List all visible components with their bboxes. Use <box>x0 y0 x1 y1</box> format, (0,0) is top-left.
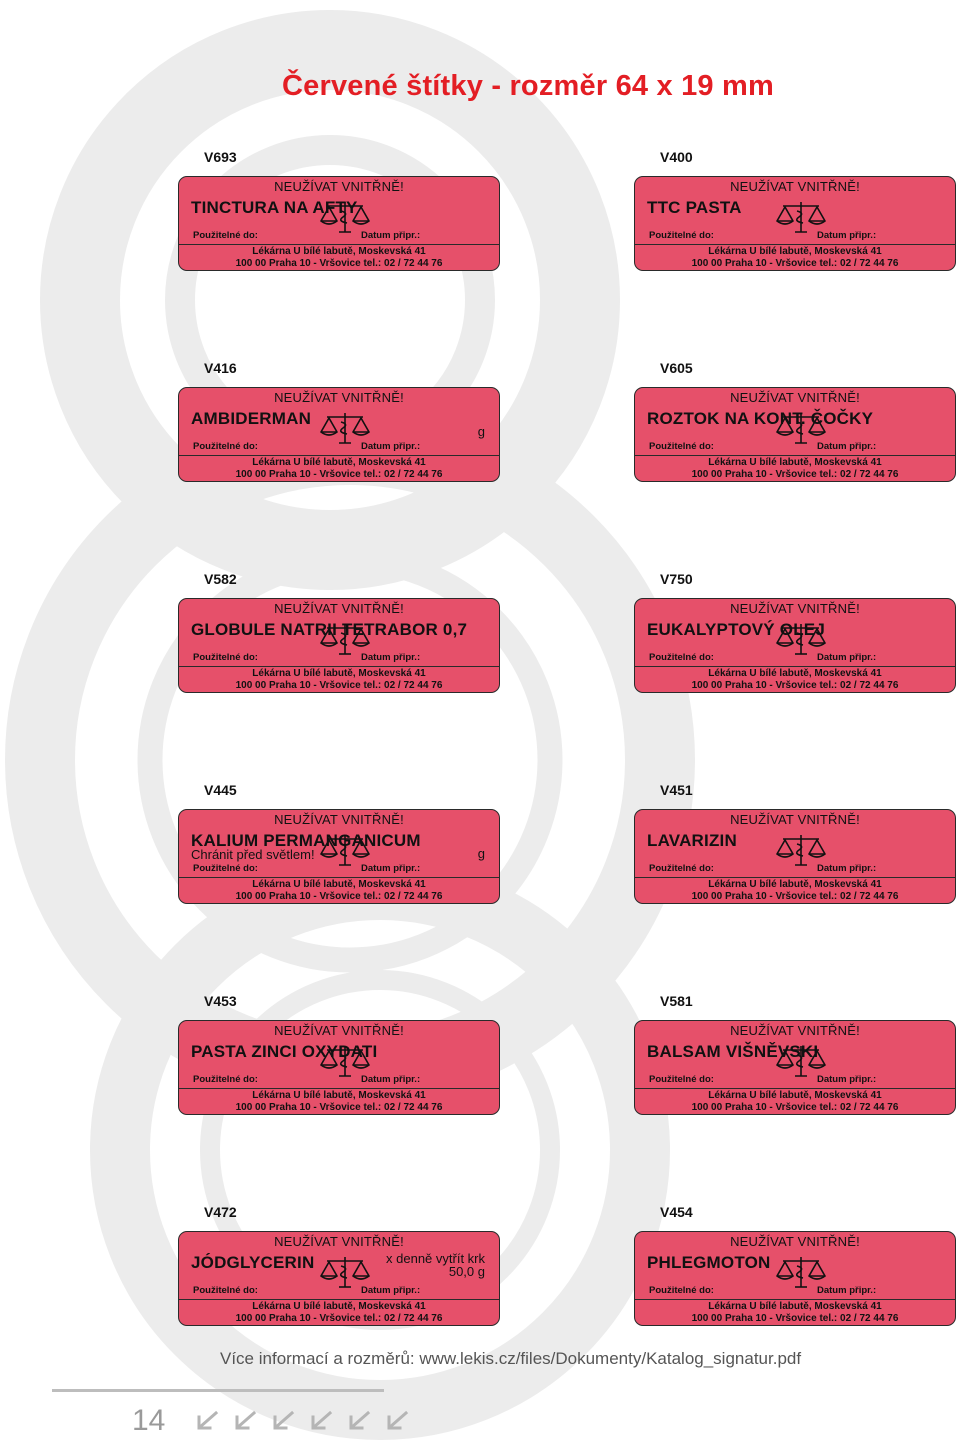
label-warning: NEUŽÍVAT VNITŘNĚ! <box>730 812 860 827</box>
label-fields-row <box>635 441 955 456</box>
label-field-expiry: Použitelné do: <box>193 230 258 241</box>
label-code: V693 <box>204 149 237 165</box>
label-warning: NEUŽÍVAT VNITŘNĚ! <box>730 601 860 616</box>
label-product-name: TTC PASTA <box>647 198 742 217</box>
label-address <box>635 879 955 903</box>
footer-note: Více informací a rozměrů: www.lekis.cz/files/Dokumenty/Katalog_signatur.pdf <box>220 1349 802 1368</box>
label-warning: NEUŽÍVAT VNITŘNĚ! <box>730 1023 860 1038</box>
label-warning: NEUŽÍVAT VNITŘNĚ! <box>274 1023 404 1038</box>
label-address-line2: 100 00 Praha 10 - Vršovice tel.: 02 / 72 44 76 <box>691 1313 899 1324</box>
label-code: V453 <box>204 993 237 1009</box>
label-address <box>179 1301 499 1325</box>
label-warning: NEUŽÍVAT VNITŘNĚ! <box>730 390 860 405</box>
label-field-expiry: Použitelné do: <box>649 652 714 663</box>
page-title: Červené štítky - rozměr 64 x 19 mm <box>282 70 774 102</box>
label-code: V416 <box>204 360 237 376</box>
label-fields-row <box>635 863 955 878</box>
decorative-arrows <box>194 1410 412 1432</box>
label-fields-row <box>179 863 499 878</box>
label-warning: NEUŽÍVAT VNITŘNĚ! <box>274 179 404 194</box>
label-code: V581 <box>660 993 693 1009</box>
label-product-name: KALIUM PERMANGANICUM <box>191 831 421 850</box>
label-address-line1: Lékárna U bílé labutě, Moskevská 41 <box>252 246 426 257</box>
label-fields-row <box>635 1285 955 1300</box>
label-field-prepared: Datum připr.: <box>361 652 421 663</box>
label-field-prepared: Datum připr.: <box>817 1285 877 1296</box>
label-field-prepared: Datum připr.: <box>361 230 421 241</box>
label-address-line2: 100 00 Praha 10 - Vršovice tel.: 02 / 72 44 76 <box>691 469 899 480</box>
pharmacy-label <box>178 1231 500 1326</box>
label-field-expiry: Použitelné do: <box>193 441 258 452</box>
label-note: Chránit před světlem! <box>191 847 315 862</box>
label-warning: NEUŽÍVAT VNITŘNĚ! <box>274 1234 404 1249</box>
arrow-down-left-icon <box>232 1410 260 1432</box>
label-field-prepared: Datum připr.: <box>361 863 421 874</box>
label-product-name: TINCTURA NA AFTY <box>191 198 358 217</box>
pharmacy-label <box>634 176 956 271</box>
label-fields-row <box>179 1285 499 1300</box>
arrow-down-left-icon <box>384 1410 412 1432</box>
label-address-line1: Lékárna U bílé labutě, Moskevská 41 <box>708 457 882 468</box>
label-product-name: LAVARIZIN <box>647 831 737 850</box>
label-address-line1: Lékárna U bílé labutě, Moskevská 41 <box>708 668 882 679</box>
label-product-name: BALSAM VIŠNĚVSKI <box>647 1042 819 1061</box>
label-field-expiry: Použitelné do: <box>649 230 714 241</box>
label-product-name: EUKALYPTOVÝ OLEJ <box>647 620 825 639</box>
label-fields-row <box>635 230 955 245</box>
label-address-line2: 100 00 Praha 10 - Vršovice tel.: 02 / 72 44 76 <box>691 891 899 902</box>
label-field-prepared: Datum připr.: <box>361 1285 421 1296</box>
label-address-line2: 100 00 Praha 10 - Vršovice tel.: 02 / 72 44 76 <box>691 680 899 691</box>
label-side-text: g <box>477 846 485 861</box>
label-address <box>179 1090 499 1114</box>
label-address-line2: 100 00 Praha 10 - Vršovice tel.: 02 / 72 44 76 <box>691 258 899 269</box>
label-address-line1: Lékárna U bílé labutě, Moskevská 41 <box>708 879 882 890</box>
label-address <box>635 457 955 481</box>
label-address-line2: 100 00 Praha 10 - Vršovice tel.: 02 / 72 44 76 <box>235 258 443 269</box>
label-code: V451 <box>660 782 693 798</box>
label-warning: NEUŽÍVAT VNITŘNĚ! <box>730 1234 860 1249</box>
label-address-line1: Lékárna U bílé labutě, Moskevská 41 <box>708 246 882 257</box>
label-field-expiry: Použitelné do: <box>193 1285 258 1296</box>
label-address <box>179 668 499 692</box>
label-address-line2: 100 00 Praha 10 - Vršovice tel.: 02 / 72 44 76 <box>691 1102 899 1113</box>
arrow-down-left-icon <box>270 1410 298 1432</box>
label-product-name: AMBIDERMAN <box>191 409 312 428</box>
pharmacy-label <box>634 387 956 482</box>
label-code: V750 <box>660 571 693 587</box>
label-fields-row <box>179 652 499 667</box>
label-address-line2: 100 00 Praha 10 - Vršovice tel.: 02 / 72 44 76 <box>235 1102 443 1113</box>
pharmacy-label <box>178 176 500 271</box>
label-product-name: ROZTOK NA KONT. ČOČKY <box>647 409 874 428</box>
label-warning: NEUŽÍVAT VNITŘNĚ! <box>274 812 404 827</box>
label-code: V454 <box>660 1204 693 1220</box>
label-address-line2: 100 00 Praha 10 - Vršovice tel.: 02 / 72 44 76 <box>235 469 443 480</box>
arrow-down-left-icon <box>346 1410 374 1432</box>
label-address-line2: 100 00 Praha 10 - Vršovice tel.: 02 / 72 44 76 <box>235 891 443 902</box>
label-warning: NEUŽÍVAT VNITŘNĚ! <box>274 601 404 616</box>
label-code: V605 <box>660 360 693 376</box>
label-code: V472 <box>204 1204 237 1220</box>
label-fields-row <box>635 1074 955 1089</box>
label-address-line1: Lékárna U bílé labutě, Moskevská 41 <box>252 1090 426 1101</box>
label-field-prepared: Datum připr.: <box>817 652 877 663</box>
pharmacy-label <box>178 809 500 904</box>
arrow-down-left-icon <box>194 1410 222 1432</box>
label-field-prepared: Datum připr.: <box>817 441 877 452</box>
label-address-line2: 100 00 Praha 10 - Vršovice tel.: 02 / 72 44 76 <box>235 680 443 691</box>
label-warning: NEUŽÍVAT VNITŘNĚ! <box>730 179 860 194</box>
label-address <box>179 457 499 481</box>
label-address-line2: 100 00 Praha 10 - Vršovice tel.: 02 / 72 44 76 <box>235 1313 443 1324</box>
label-side-text: x denně vytřít krk 50,0 g <box>386 1251 485 1279</box>
label-product-name: PASTA ZINCI OXYDATI <box>191 1042 378 1061</box>
label-field-prepared: Datum připr.: <box>361 1074 421 1085</box>
label-product-name: JÓDGLYCERIN <box>191 1253 315 1272</box>
label-address-line1: Lékárna U bílé labutě, Moskevská 41 <box>708 1090 882 1101</box>
label-code: V400 <box>660 149 693 165</box>
label-address <box>635 1301 955 1325</box>
label-field-prepared: Datum připr.: <box>817 863 877 874</box>
label-address <box>179 246 499 270</box>
label-fields-row <box>179 230 499 245</box>
label-field-expiry: Použitelné do: <box>649 1285 714 1296</box>
label-field-prepared: Datum připr.: <box>817 230 877 241</box>
pharmacy-label <box>634 809 956 904</box>
label-field-expiry: Použitelné do: <box>193 652 258 663</box>
label-fields-row <box>179 1074 499 1089</box>
pharmacy-label <box>178 1020 500 1115</box>
label-address-line1: Lékárna U bílé labutě, Moskevská 41 <box>252 457 426 468</box>
label-field-expiry: Použitelné do: <box>193 863 258 874</box>
label-warning: NEUŽÍVAT VNITŘNĚ! <box>274 390 404 405</box>
label-address-line1: Lékárna U bílé labutě, Moskevská 41 <box>252 879 426 890</box>
label-address-line1: Lékárna U bílé labutě, Moskevská 41 <box>252 668 426 679</box>
pharmacy-label <box>178 387 500 482</box>
pharmacy-label <box>634 598 956 693</box>
pharmacy-label <box>634 1231 956 1326</box>
page-number: 14 <box>132 1404 166 1437</box>
label-field-expiry: Použitelné do: <box>193 1074 258 1085</box>
label-address <box>635 668 955 692</box>
pharmacy-label <box>178 598 500 693</box>
label-product-name: GLOBULE NATRII TETRABOR 0,7 <box>191 620 468 639</box>
label-address-line1: Lékárna U bílé labutě, Moskevská 41 <box>252 1301 426 1312</box>
arrow-down-left-icon <box>308 1410 336 1432</box>
label-field-prepared: Datum připr.: <box>817 1074 877 1085</box>
pharmacy-label <box>634 1020 956 1115</box>
label-field-expiry: Použitelné do: <box>649 1074 714 1085</box>
label-code: V582 <box>204 571 237 587</box>
label-side-text: g <box>477 424 485 439</box>
label-field-expiry: Použitelné do: <box>649 441 714 452</box>
label-fields-row <box>179 441 499 456</box>
label-address <box>635 1090 955 1114</box>
label-address <box>179 879 499 903</box>
label-code: V445 <box>204 782 237 798</box>
label-address-line1: Lékárna U bílé labutě, Moskevská 41 <box>708 1301 882 1312</box>
label-field-prepared: Datum připr.: <box>361 441 421 452</box>
label-product-name: PHLEGMOTON <box>647 1253 771 1272</box>
page-divider <box>52 1389 384 1392</box>
label-fields-row <box>635 652 955 667</box>
label-field-expiry: Použitelné do: <box>649 863 714 874</box>
label-address <box>635 246 955 270</box>
